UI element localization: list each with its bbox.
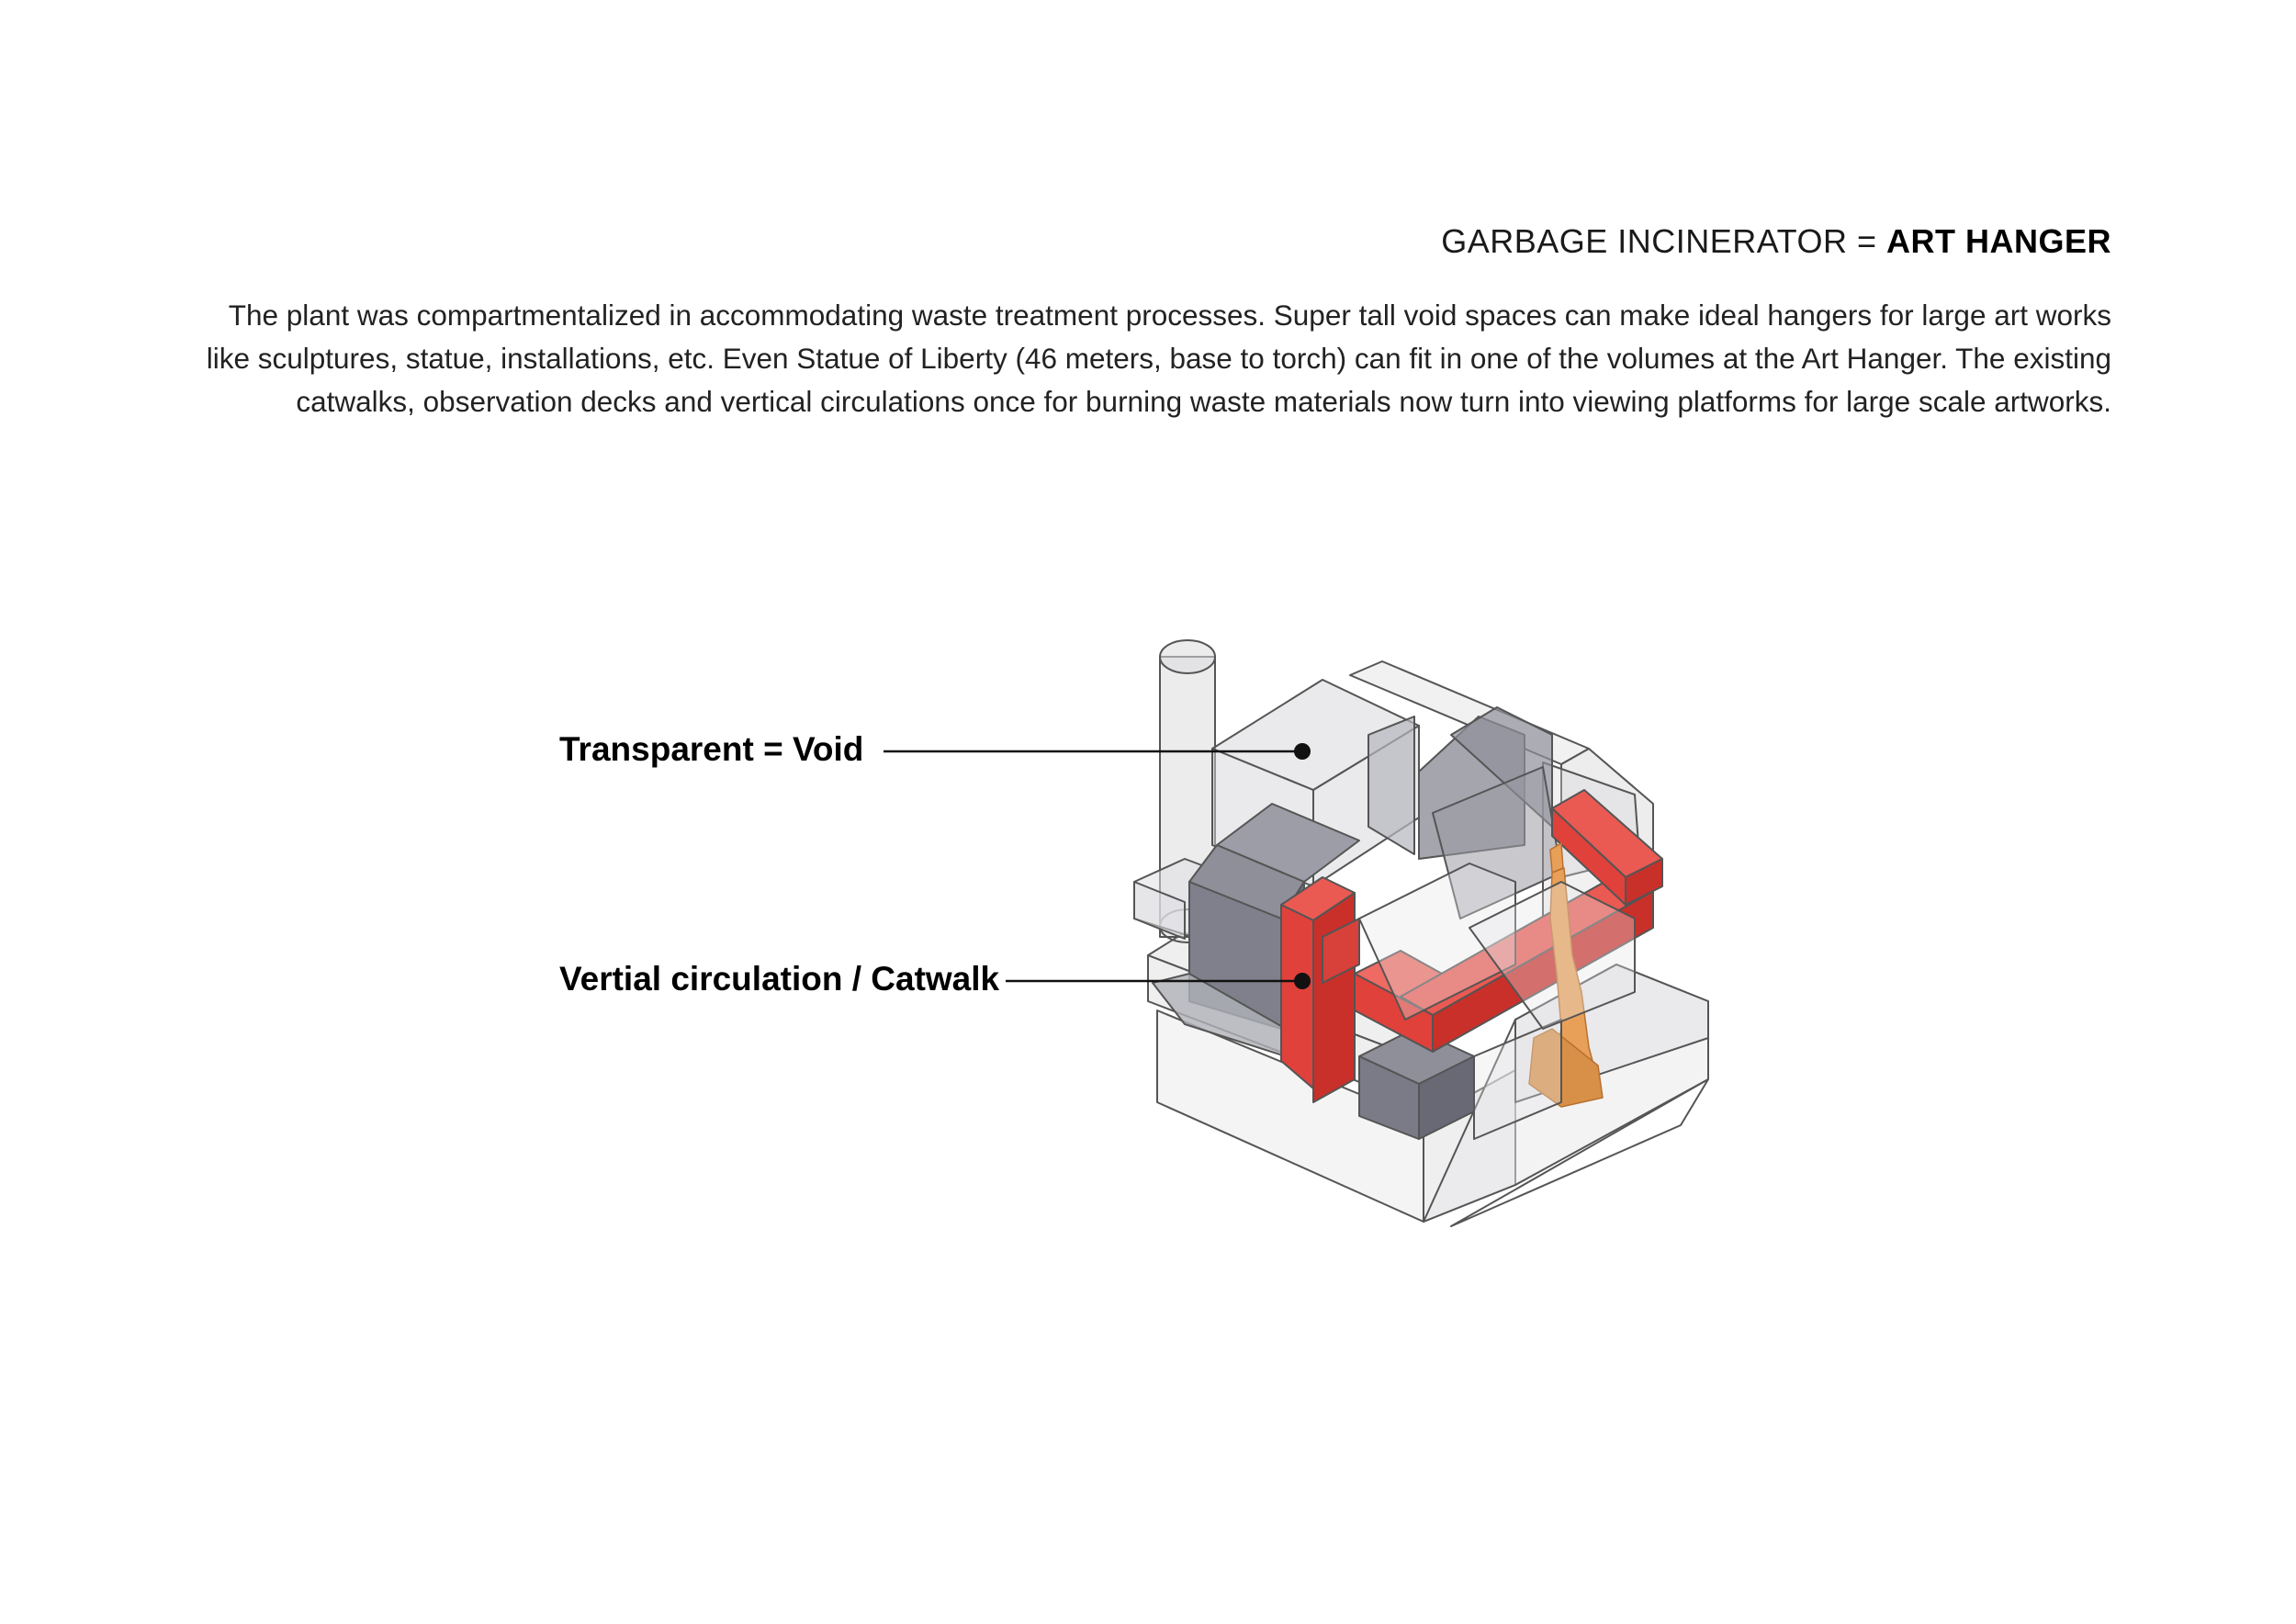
label-transparent-void: Transparent = Void — [559, 730, 864, 768]
description-line: The plant was compartmentalized in accommodating waste treatment processes. Super tall void spaces can make ideal hangers for large art works — [228, 299, 2111, 332]
circulation-marker-dot — [1294, 973, 1311, 989]
void-marker-dot — [1294, 743, 1311, 760]
vertical-circulation-red — [1281, 877, 1359, 1102]
label-vertical-circulation: Vertial circulation / Catwalk — [559, 960, 1000, 998]
description-line: catwalks, observation decks and vertical circulations once for burning waste materials now turn into viewing platforms for large scale artworks. — [296, 385, 2111, 418]
title-prefix: GARBAGE INCINERATOR = — [1441, 222, 1877, 260]
description-line: like sculptures, statue, installations, etc. Even Statue of Liberty (46 meters, base to torch) can fit in one of the volumes at the Art Hanger. The existing — [206, 342, 2111, 375]
title-bold: ART HANGER — [1886, 222, 2111, 260]
